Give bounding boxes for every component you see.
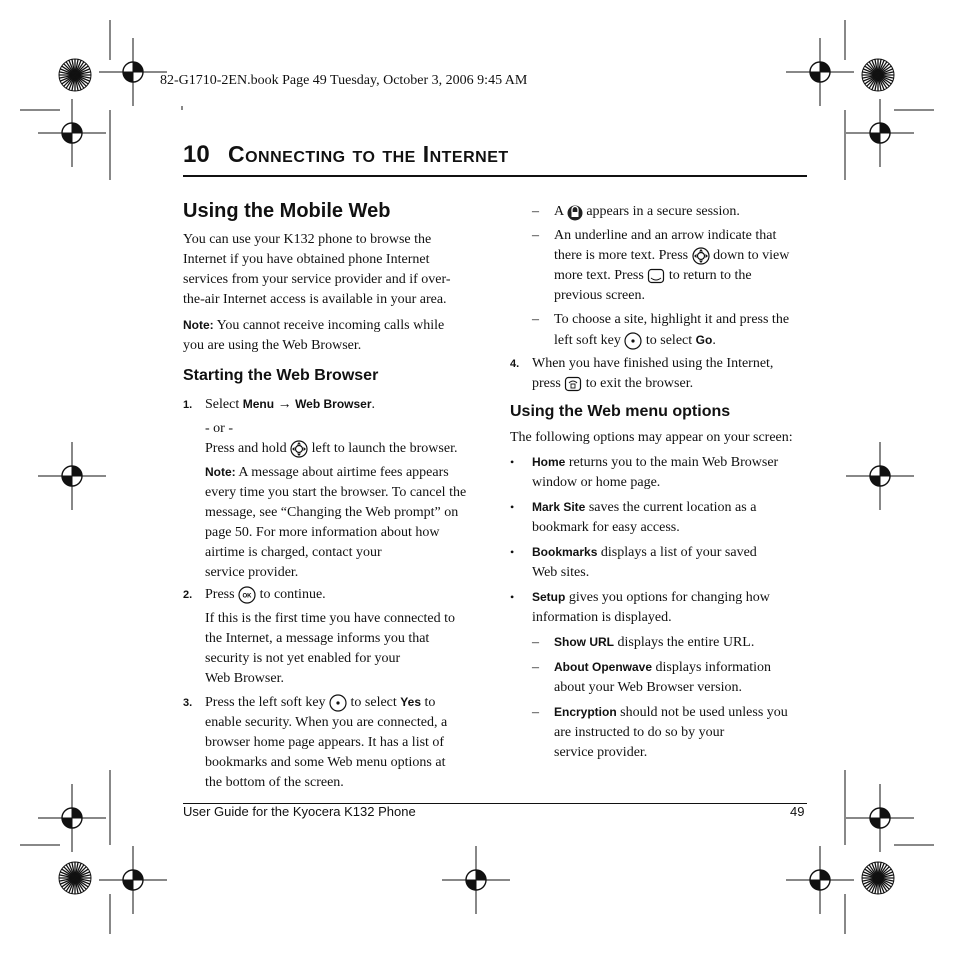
menu-option-list: [510, 452, 810, 763]
footer-title: User Guide for the Kyocera K132 Phone: [183, 804, 416, 819]
step-2: 2. Press OK to continue. If this is the first time you have connected to the Internet, a message informs you that security is not yet enabled for your Web Browser.: [183, 587, 455, 686]
section-title: Using the Mobile Web: [183, 200, 391, 222]
menu-options-title: Using the Web menu options: [510, 403, 731, 420]
back-key-icon: [647, 267, 665, 285]
chapter-number: 10: [183, 141, 210, 168]
secure-session-item: – A appears in a secure session.: [532, 204, 740, 219]
ok-key-icon: [238, 586, 256, 604]
starting-title: Starting the Web Browser: [183, 367, 379, 384]
sub-list-item: – Encryption should not be used unless you are instructed to do so by your service provider.: [532, 705, 788, 760]
note-label: Note:: [183, 318, 214, 332]
step-4: 4. When you have finished using the Internet, press to exit the browser.: [510, 356, 774, 391]
list-item: • Home returns you to the main Web Browser window or home page.: [510, 455, 779, 490]
list-item: • Mark Site saves the current location as a bookmark for easy access.: [510, 500, 757, 535]
note-incoming-calls: Note: You cannot receive incoming calls while you are using the Web Browser.: [183, 318, 445, 353]
navigation-key-icon: [290, 440, 308, 458]
sub-list-item: – About Openwave displays information about your Web Browser version.: [532, 660, 772, 695]
svg-text:OK: OK: [242, 593, 252, 600]
section-intro: You can use your K132 phone to browse the Internet if you have obtained phone Internet services from your service provider and if over- the-air Internet access is available in your area.: [183, 232, 451, 307]
menu-options-intro: The following options may appear on your screen:: [510, 430, 793, 445]
navigation-key-icon: [692, 247, 710, 265]
soft-key-icon: [329, 694, 347, 712]
chapter-rule: [183, 175, 807, 177]
list-item: • Bookmarks displays a list of your saved Web sites.: [510, 545, 757, 580]
sub-list-item: – Show URL displays the entire URL.: [532, 635, 755, 650]
underline-item: – An underline and an arrow indicate that there is more text. Press down to view more text. Press to return to the previous screen.: [532, 228, 790, 303]
list-item: • Setup gives you options for changing how information is displayed.: [510, 590, 770, 625]
step-3: 3. Press the left soft key to select Yes to enable security. When you are connected, a browser home page appears. It has a list of bookmarks and some Web menu options at the bottom of the screen.: [183, 695, 448, 790]
chapter-title: Connecting to the Internet: [228, 141, 509, 167]
end-key-icon: [564, 375, 582, 393]
step-1: 1. Select Menu → Web Browser. - or - Press and hold left to launch the browser.: [183, 397, 458, 456]
note-label: Note:: [205, 465, 236, 479]
lock-icon: [567, 203, 583, 221]
choose-site-item: – To choose a site, highlight it and press the left soft key to select Go.: [532, 312, 790, 348]
book-header: 82-G1710-2EN.book Page 49 Tuesday, October 3, 2006 9:45 AM: [160, 73, 528, 88]
soft-key-icon: [624, 332, 642, 350]
page-number: 49: [790, 804, 805, 819]
note-airtime: Note: A message about airtime fees appears every time you start the browser. To cancel the message, see “Changing the Web prompt” on page 50. For more information about how airtime is charged, contact your service provider.: [205, 465, 467, 580]
